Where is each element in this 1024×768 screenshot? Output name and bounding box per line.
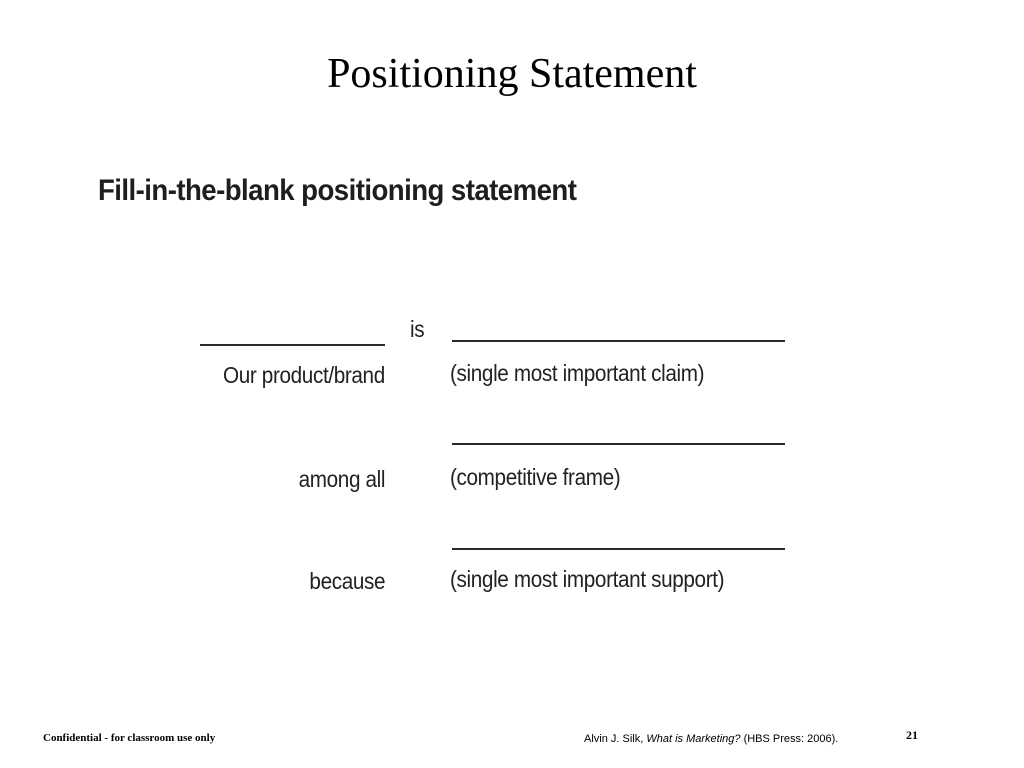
positioning-statement-figure	[90, 168, 810, 608]
confidential-notice: Confidential - for classroom use only	[43, 732, 216, 744]
connector-is: is	[410, 316, 425, 342]
label-product-brand: Our product/brand	[223, 362, 385, 388]
product-blank-line	[200, 344, 385, 346]
label-because: because	[309, 568, 385, 594]
label-support: (single most important support)	[450, 566, 725, 592]
citation-rest: (HBS Press: 2006).	[740, 733, 839, 745]
slide-title: Positioning Statement	[327, 51, 697, 97]
citation	[584, 733, 838, 745]
claim-blank-line	[452, 340, 785, 342]
label-claim: (single most important claim)	[450, 360, 705, 386]
label-among-all: among all	[298, 466, 385, 492]
page-number: 21	[906, 728, 918, 742]
label-competitive-frame: (competitive frame)	[450, 464, 621, 490]
figure-heading: Fill-in-the-blank positioning statement	[98, 174, 577, 207]
frame-blank-line	[452, 443, 785, 445]
citation-author: Alvin J. Silk,	[584, 733, 647, 745]
support-blank-line	[452, 548, 785, 550]
citation-title: What is Marketing?	[646, 733, 741, 745]
